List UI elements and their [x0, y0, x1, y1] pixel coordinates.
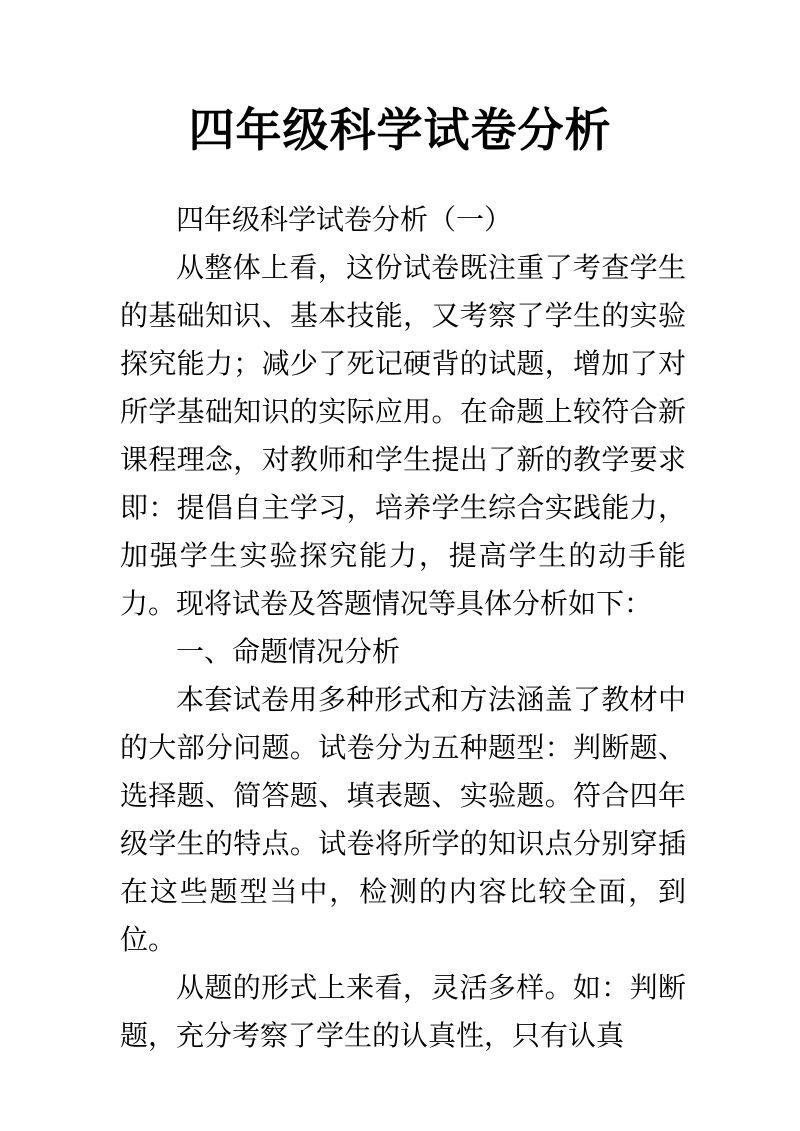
document-subtitle: 四年级科学试卷分析（一）	[176, 203, 513, 236]
document-title: 四年级科学试卷分析	[188, 103, 612, 157]
section-heading-proposition: 一、命题情况分析	[176, 635, 401, 668]
section-paragraph: 本套试卷用多种形式和方法涵盖了教材中的大部分问题。试卷分为五种题型：判断题、选择题、简答题、填表题、实验题。符合四年级学生的特点。试卷将所学的知识点分别穿插在这些题型当中，检测的内容比较全面，到位。	[120, 683, 686, 956]
intro-paragraph: 从整体上看，这份试卷既注重了考查学生的基础知识、基本技能，又考察了学生的实验探究能力；减少了死记硬背的试题，增加了对所学基础知识的实际应用。在命题上较符合新课程理念，对教师和学生提出了新的教学要求即：提倡自主学习，培养学生综合实践能力，加强学生实验探究能力，提高学生的动手能力。现将试卷及答题情况等具体分析如下：	[120, 251, 686, 620]
document-body	[120, 196, 686, 1060]
section-paragraph: 从题的形式上来看，灵活多样。如：判断题，充分考察了学生的认真性，只有认真	[120, 971, 686, 1052]
